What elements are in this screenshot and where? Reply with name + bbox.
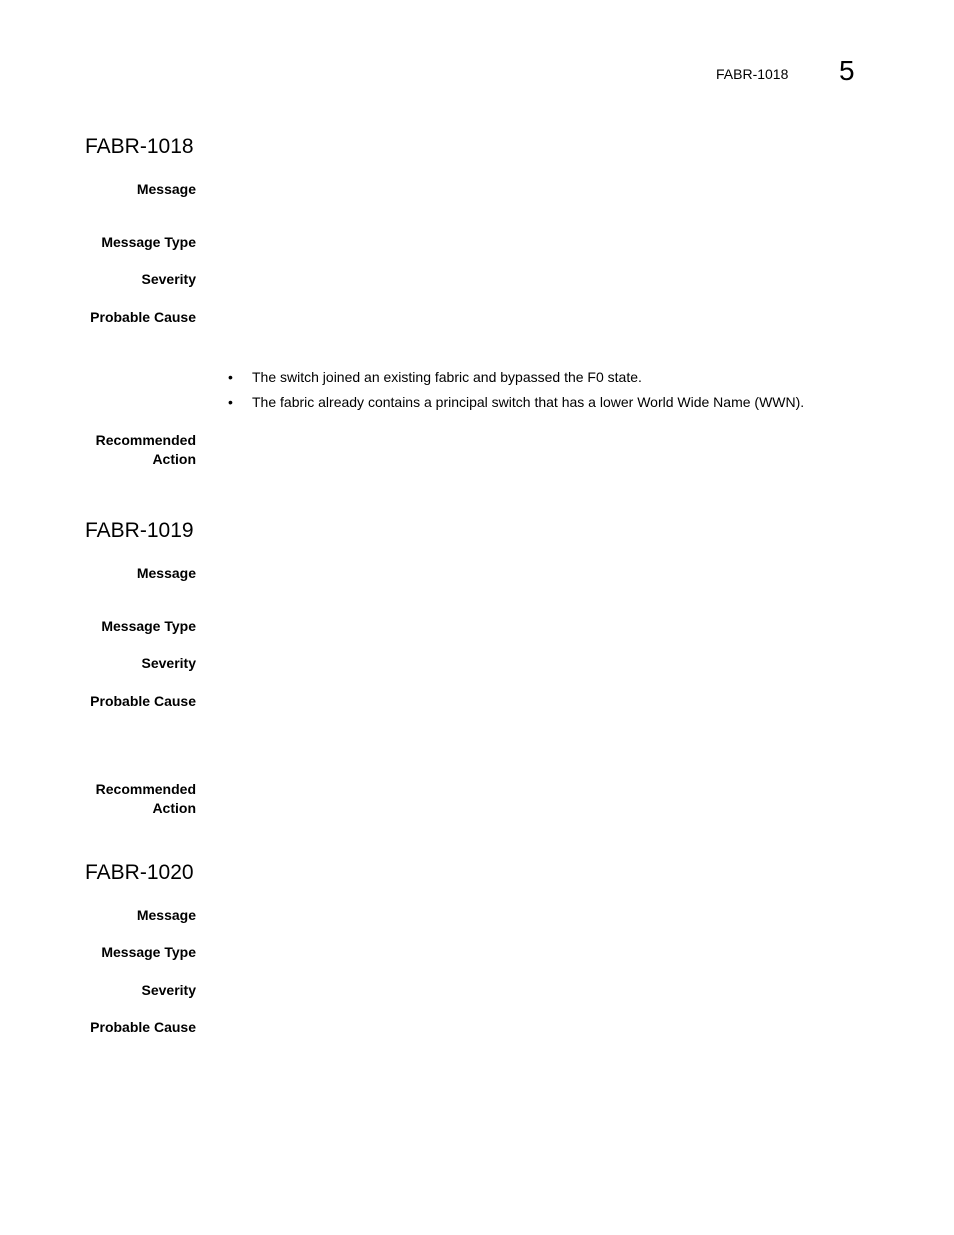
list-item <box>228 394 868 419</box>
label-probable-cause: Probable Cause <box>90 1019 196 1035</box>
list-item-text: The switch joined an existing fabric and bypassed the F0 state. <box>252 369 642 385</box>
running-header-title: FABR-1018 <box>716 66 789 82</box>
label-action: Action <box>152 451 196 467</box>
label-action: Action <box>152 800 196 816</box>
list-item <box>228 369 868 394</box>
label-severity: Severity <box>141 982 196 998</box>
label-probable-cause: Probable Cause <box>90 693 196 709</box>
label-message: Message <box>136 565 196 581</box>
bullet-icon: • <box>228 394 233 410</box>
label-recommended: Recommended <box>95 432 196 448</box>
section-heading-fabr-1019: FABR-1019 <box>85 519 194 542</box>
label-probable-cause: Probable Cause <box>90 309 196 325</box>
label-message: Message <box>136 181 196 197</box>
probable-cause-list <box>228 369 868 419</box>
section-heading-fabr-1020: FABR-1020 <box>85 861 194 884</box>
label-message-type: Message Type <box>101 944 196 960</box>
section-heading-fabr-1018: FABR-1018 <box>85 135 194 158</box>
bullet-icon: • <box>228 369 233 385</box>
chapter-number: 5 <box>839 55 855 86</box>
label-message-type: Message Type <box>101 618 196 634</box>
label-message-type: Message Type <box>101 234 196 250</box>
label-severity: Severity <box>141 271 196 287</box>
label-severity: Severity <box>141 655 196 671</box>
label-recommended: Recommended <box>95 781 196 797</box>
list-item-text: The fabric already contains a principal switch that has a lower World Wide Name (WWN). <box>252 394 805 410</box>
label-message: Message <box>136 907 196 923</box>
